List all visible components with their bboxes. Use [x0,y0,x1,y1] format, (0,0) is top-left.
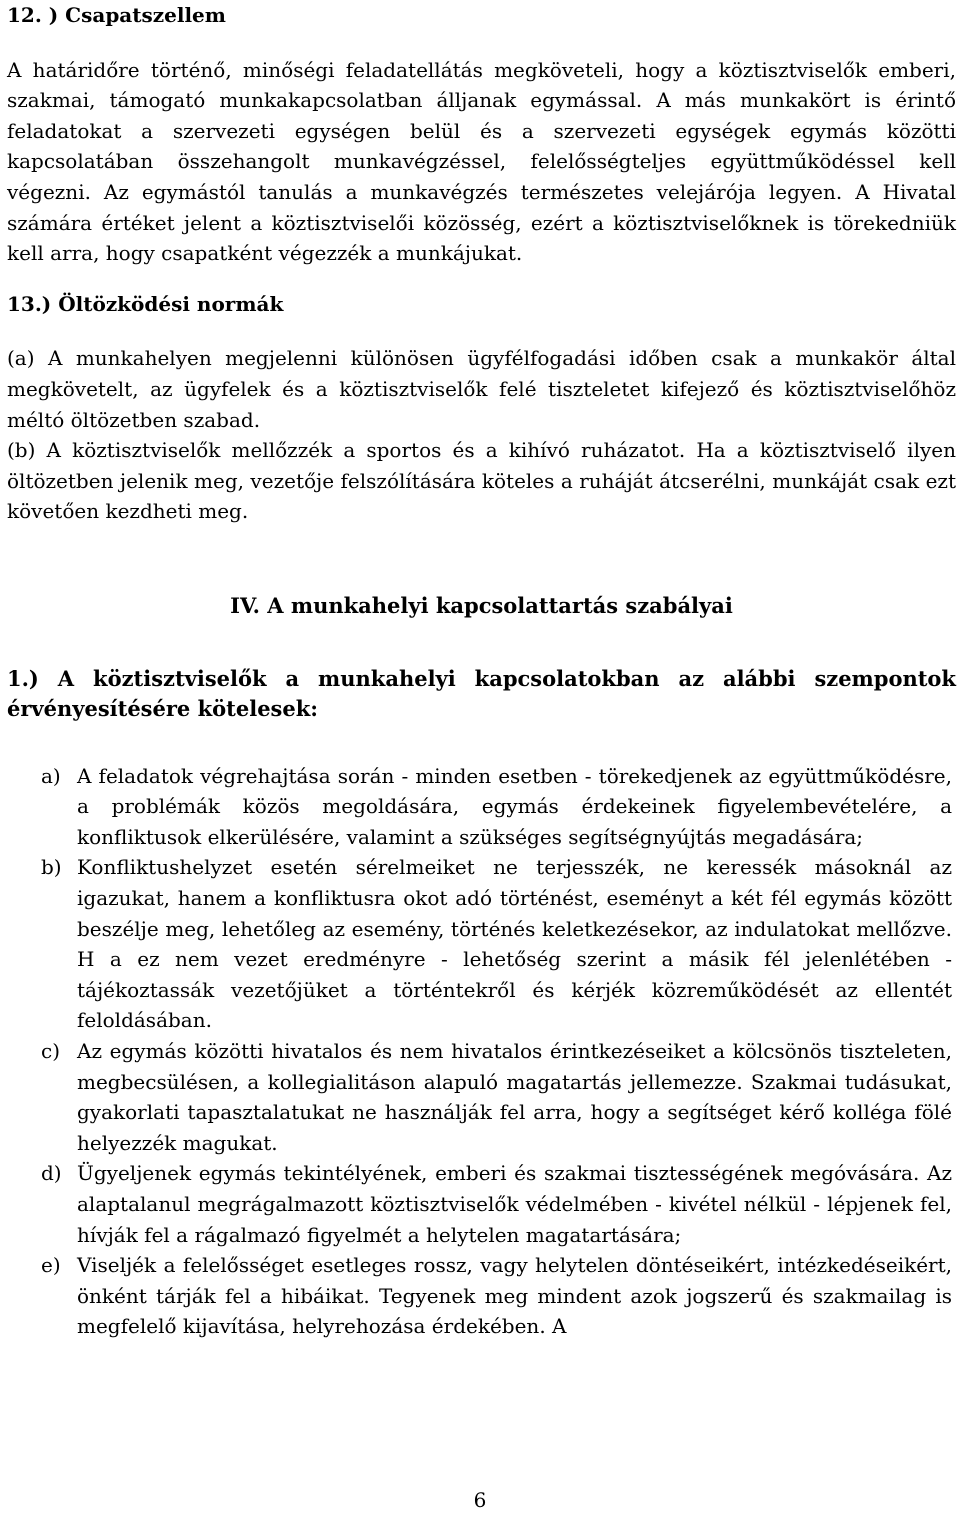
list-item [7,1036,956,1158]
document-page [7,0,956,1342]
list-item-text: Az egymás közötti hivatalos és nem hivatalos érintkezéseiket a kölcsönös tiszteleten, megbecsülésen, a kollegialitáson alapuló magatartás jellemezze. Szakmai tudásukat, gyakorlati tapasztalatukat ne használják fel arra, hogy a segítséget kérő kolléga fölé helyezzék magukat. [77,1039,952,1155]
chapter-4-subheading: 1.) A köztisztviselők a munkahelyi kapcsolatokban az alábbi szempontok érvényesítésére kötelesek: [7,665,956,722]
list-item-marker: c) [41,1039,61,1064]
list-item-text: Viseljék a felelősséget esetleges rossz, vagy helytelen döntéseikért, intézkedéseikért, önként tárják fel a hibáikat. Tegyenek meg mindent azok jogszerű és szakmailag is megfelelő kijavítása, helyrehozása érdekében. A [77,1253,952,1339]
section-12-heading: 12. ) Csapatszellem [7,3,226,27]
list-item-text: Ügyeljenek egymás tekintélyének, emberi és szakmai tisztességének megóvására. Az alaptalanul megrágalmazott köztisztviselők védelmében - kivétel nélkül - lépjenek fel, hívják fel a rágalmazó figyelmét a helytelen magatartására; [77,1161,952,1247]
page-number: 6 [473,1488,487,1512]
list-item [7,1250,956,1342]
list-item [7,761,956,853]
list-item-marker: b) [41,855,62,880]
section-13-paragraph-b: (b) A köztisztviselők mellőzzék a sportos és a kihívó ruházatot. Ha a köztisztviselő ilyen öltözetben jelenik meg, vezetője felszólítására köteles a ruháját átcserélni, munkáját csak ezt követően kezdheti meg. [7,438,956,524]
list-item-text: A feladatok végrehajtása során - minden esetben - törekedjenek az együttműködésre, a problémák közös megoldására, egymás érdekeinek figyelembevételére, a konfliktusok elkerülésére, valamint a szükséges segítségnyújtás megadására; [77,763,952,849]
list-item [7,852,956,1036]
list-item-text: Konfliktushelyzet esetén sérelmeiket ne terjesszék, ne keressék másoknál az igazukat, hanem a konfliktusra okot adó történést, eseményt a két fél egymás között beszélje meg, lehetőleg az esemény, történés keletkezésekor, az indulatokat mellőzve. H a ez nem vezet eredményre - lehetőség szerint a másik fél jelenlétében - tájékoztassák vezetőjüket a történtekről és kérjék közreműködését az ellentét feloldásában. [77,855,952,1033]
section-13-heading: 13.) Öltözködési normák [7,291,284,316]
rules-list [7,761,956,1342]
list-item-marker: e) [41,1253,61,1278]
list-item [7,1158,956,1250]
section-13-paragraph-a: (a) A munkahelyen megjelenni különösen ügyfélfogadási időben csak a munkakör által megkövetelt, az ügyfelek és a köztisztviselők felé tiszteletet kifejező és köztisztviselőhöz méltó öltözetben szabad. [7,346,956,432]
chapter-4-title: IV. A munkahelyi kapcsolattartás szabályai [230,592,733,618]
list-item-marker: d) [41,1161,62,1186]
section-12-paragraph: A határidőre történő, minőségi feladatellátás megköveteli, hogy a köztisztviselők emberi, szakmai, támogató munkakapcsolatban álljanak egymással. A más munkakört is érintő feladatokat a szervezeti egységen belül és a szervezeti egységek egymás közötti kapcsolatában összehangolt munkavégzéssel, felelősségteljes együttműködéssel kell végezni. Az egymástól tanulás a munkavégzés természetes velejárója legyen. A Hivatal számára értéket jelent a köztisztviselői közösség, ezért a köztisztviselőknek is törekedniük kell arra, hogy csapatként végezzék a munkájukat. [7,57,956,266]
list-item-marker: a) [41,763,61,788]
